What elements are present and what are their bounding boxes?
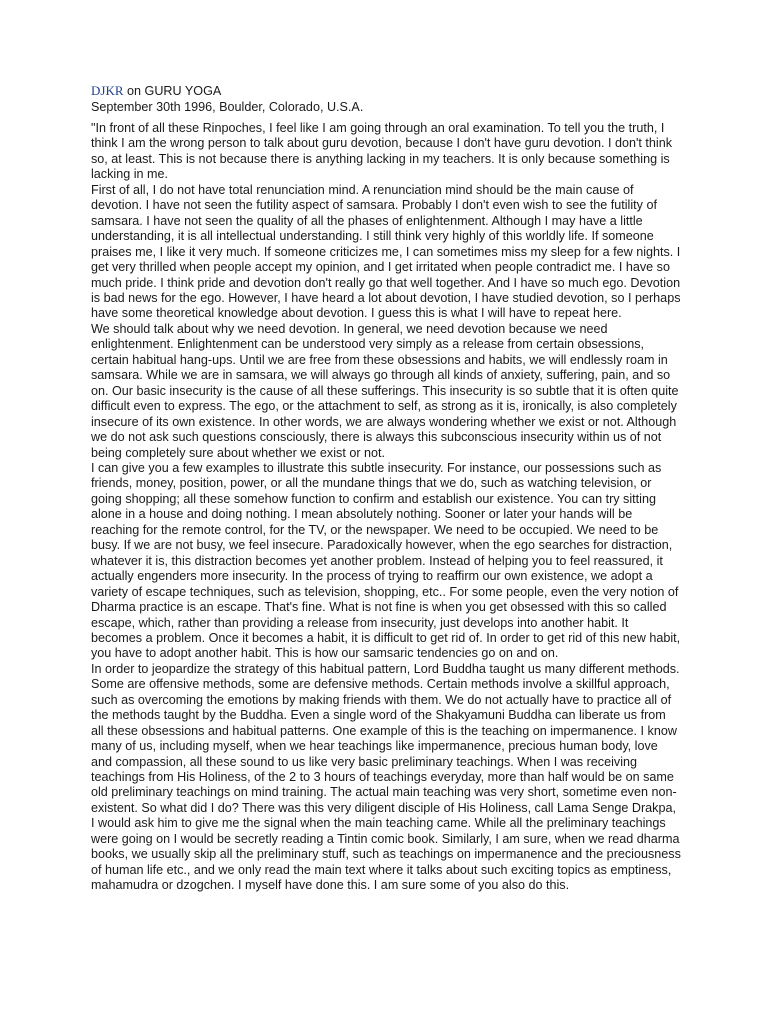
title-text: on GURU YOGA (123, 84, 222, 98)
document-title (91, 83, 681, 99)
paragraph: First of all, I do not have total renunciation mind. A renunciation mind should be the main cause of devotion. I have not seen the futility aspect of samsara. Probably I don't even wish to see the futility of samsara. I have not seen the quality of all the phases of enlightenment. Although I may have a little understanding, it is all intellectual understanding. I still think very highly of this worldly life. If someone praises me, I like it very much. If someone criticizes me, I can sometimes miss my sleep for a few nights. I get very thrilled when people accept my opinion, and I get irritated when people contradict me. I have so much pride. I think pride and devotion don't really go that well together. And I have so much ego. Devotion is bad news for the ego. However, I have heard a lot about devotion, I have studied devotion, so I perhaps have some theoretical knowledge about devotion. I guess this is what I will have to repeat here. (91, 182, 681, 321)
date-location: September 30th 1996, Boulder, Colorado, U.S.A. (91, 100, 364, 114)
paragraph: In order to jeopardize the strategy of this habitual pattern, Lord Buddha taught us many different methods. Some are offensive methods, some are defensive methods. Certain methods involve a skillful approach, such as overcoming the emotions by making friends with them. We do not actually have to practice all of the methods taught by the Buddha. Even a single word of the Shakyamuni Buddha can liberate us from all these obsessions and habitual patterns. One example of this is the teaching on impermanence. I know many of us, including myself, when we hear teachings like impermanence, precious human body, love and compassion, all these sound to us like very basic preliminary teachings. When I was receiving teachings from His Holiness, of the 2 to 3 hours of teachings everyday, more than half would be on same old preliminary teachings on mind training. The actual main teaching was very short, sometime even non-existent. So what did I do? There was this very diligent disciple of His Holiness, call Lama Senge Drakpa, I would ask him to give me the signal when the main teaching came. While all the preliminary teachings were going on I would be secretly reading a Tintin comic book. Similarly, I am sure, when we read dharma books, we usually skip all the preliminary stuff, such as teachings on impermanence and the preciousness of human life etc., and we only read the main text where it talks about such exciting topics as emptiness, mahamudra or dzogchen. I myself have done this. I am sure some of you also do this. (91, 661, 681, 893)
article-body (91, 121, 681, 894)
document-page (91, 83, 681, 894)
author-link[interactable]: DJKR (91, 83, 124, 98)
paragraph: We should talk about why we need devotion. In general, we need devotion because we need enlightenment. Enlightenment can be understood very simply as a release from certain obsessions, certain habitual hang-ups. Until we are free from these obsessions and habits, we will endlessly roam in samsara. While we are in samsara, we will always go through all kinds of anxiety, suffering, pain, and so on. Our basic insecurity is the cause of all these sufferings. This insecurity is so subtle that it is often quite difficult even to express. The ego, or the attachment to self, as strong as it is, ironically, is also completely insecure of its own existence. In other words, we are always wondering whether we exist or not. Although we do not ask such questions consciously, there is always this subconscious insecurity within us of not being completely sure about whether we exist or not. (91, 321, 679, 460)
paragraph: "In front of all these Rinpoches, I feel like I am going through an oral examination. To tell you the truth, I think I am the wrong person to talk about guru devotion, because I don't have guru devotion. I don't think so, at least. This is not because there is anything lacking in my teachers. It is only because something is lacking in me. (91, 121, 672, 182)
paragraph: I can give you a few examples to illustrate this subtle insecurity. For instance, our possessions such as friends, money, position, power, or all the mundane things that we do, such as watching television, or going shopping; all these somehow function to confirm and establish our existence. You can try sitting alone in a house and doing nothing. I mean absolutely nothing. Sooner or later your hands will be reaching for the remote control, for the TV, or the newspaper. We need to be occupied. We need to be busy. If we are not busy, we feel insecure. Paradoxically however, when the ego searches for distraction, whatever it is, this distraction becomes yet another problem. Instead of helping you to feel reassured, it actually engenders more insecurity. In the process of trying to reaffirm our own existence, we adopt a variety of escape techniques, such as television, shopping, etc.. For some people, even the very notion of Dharma practice is an escape. That's fine. What is not fine is when you get obsessed with this so called escape, which, rather than providing a release from insecurity, just develops into another habit. It becomes a problem. Once it becomes a habit, it is difficult to get rid of. In order to get rid of this new habit, you have to adopt another habit. This is how our samsaric tendencies go on and on. (91, 460, 681, 661)
